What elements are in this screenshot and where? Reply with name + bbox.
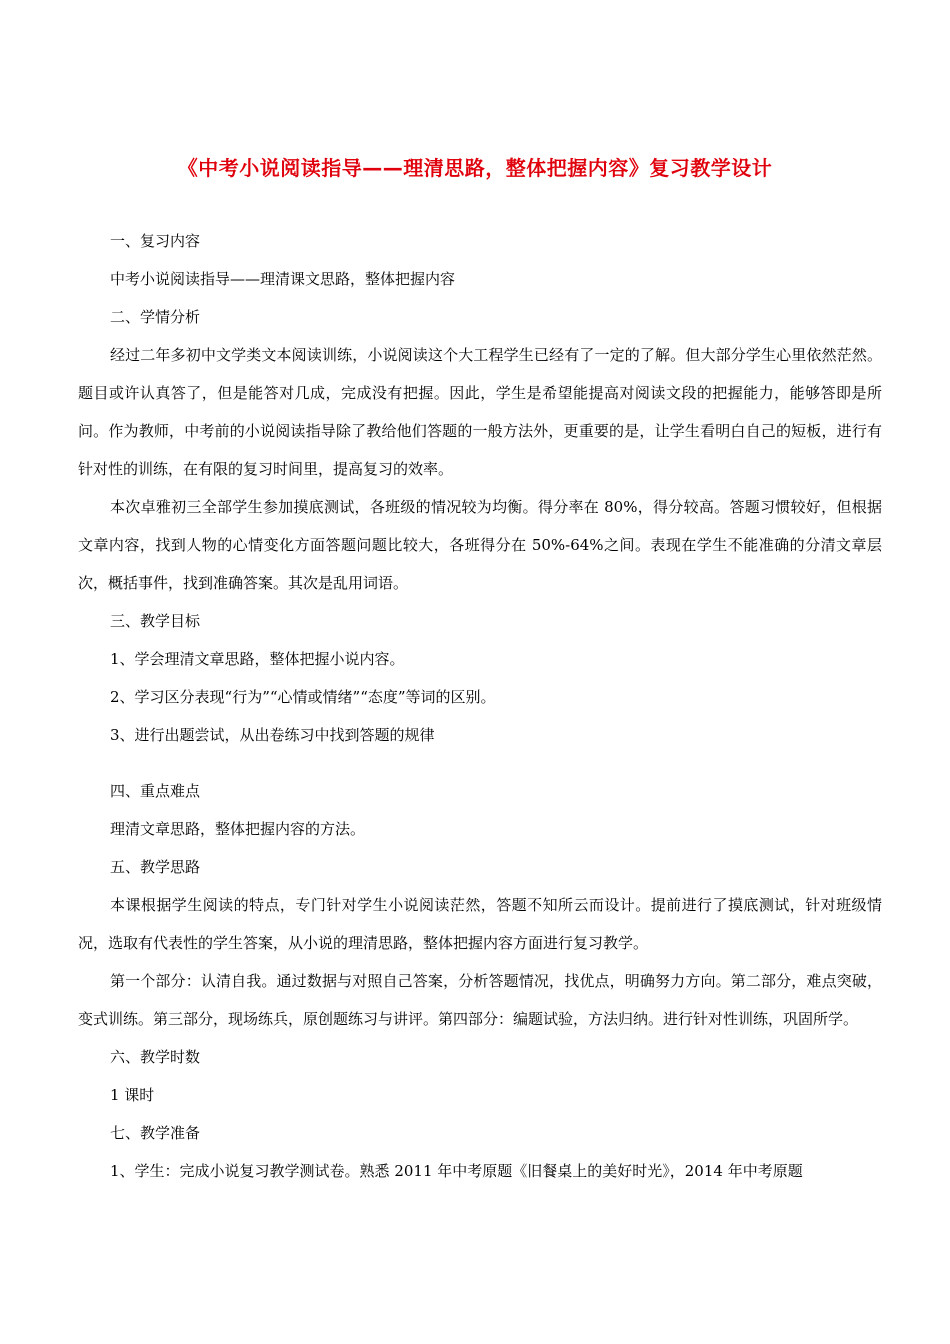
document-title: 《中考小说阅读指导——理清思路，整体把握内容》复习教学设计 xyxy=(177,156,773,180)
document-body xyxy=(78,222,882,1190)
teaching-approach-paragraph-2: 第一个部分：认清自我。通过数据与对照自己答案，分析答题情况，找优点，明确努力方向。第二部分，难点突破，变式训练。第三部分，现场练兵，原创题练习与讲评。第四部分：编题试验，方法归纳。进行针对性训练，巩固所学。 xyxy=(78,972,882,1028)
section-heading-teaching-approach: 五、教学思路 xyxy=(110,858,201,876)
section-heading-review-content: 一、复习内容 xyxy=(110,232,201,250)
section-heading-teaching-preparation: 七、教学准备 xyxy=(110,1124,201,1142)
section-heading-key-difficulties: 四、重点难点 xyxy=(110,782,201,800)
teaching-goal-item: 3、进行出题尝试，从出卷练习中找到答题的规律 xyxy=(110,726,435,744)
teaching-preparation-paragraph-1: 1、学生：完成小说复习教学测试卷。熟悉 2011 年中考原题《旧餐桌上的美好时光》，2014 年中考原题 xyxy=(110,1162,803,1180)
section-heading-class-hours: 六、教学时数 xyxy=(110,1048,201,1066)
paragraph-gap xyxy=(110,754,882,772)
review-content-text: 中考小说阅读指导——理清课文思路，整体把握内容 xyxy=(110,270,456,288)
section-heading-teaching-goals: 三、教学目标 xyxy=(110,612,201,630)
teaching-goal-item: 1、学会理清文章思路，整体把握小说内容。 xyxy=(110,650,405,668)
key-difficulties-text: 理清文章思路，整体把握内容的方法。 xyxy=(110,820,366,838)
student-analysis-paragraph-2: 本次卓雅初三全部学生参加摸底测试，各班级的情况较为均衡。得分率在 80%，得分较高。答题习惯较好，但根据文章内容，找到人物的心情变化方面答题问题比较大，各班得分在 50%-64%之间。表现在学生不能准确的分清文章层次，概括事件，找到准确答案。其次是乱用词语。 xyxy=(78,498,882,592)
class-hours-text: 1 课时 xyxy=(110,1086,155,1104)
teaching-goal-item: 2、学习区分表现“行为”“心情或情绪”“态度”等词的区别。 xyxy=(110,688,496,706)
teaching-approach-paragraph-1: 本课根据学生阅读的特点，专门针对学生小说阅读茫然，答题不知所云而设计。提前进行了摸底测试，针对班级情况，选取有代表性的学生答案，从小说的理清思路，整体把握内容方面进行复习教学。 xyxy=(78,896,882,952)
student-analysis-paragraph-1: 经过二年多初中文学类文本阅读训练，小说阅读这个大工程学生已经有了一定的了解。但大部分学生心里依然茫然。题目或许认真答了，但是能答对几成，完成没有把握。因此，学生是希望能提高对阅读文段的把握能力，能够答即是所问。作为教师，中考前的小说阅读指导除了教给他们答题的一般方法外，更重要的是，让学生看明白自己的短板，进行有针对性的训练，在有限的复习时间里，提高复习的效率。 xyxy=(78,346,882,478)
section-heading-student-analysis: 二、学情分析 xyxy=(110,308,201,326)
